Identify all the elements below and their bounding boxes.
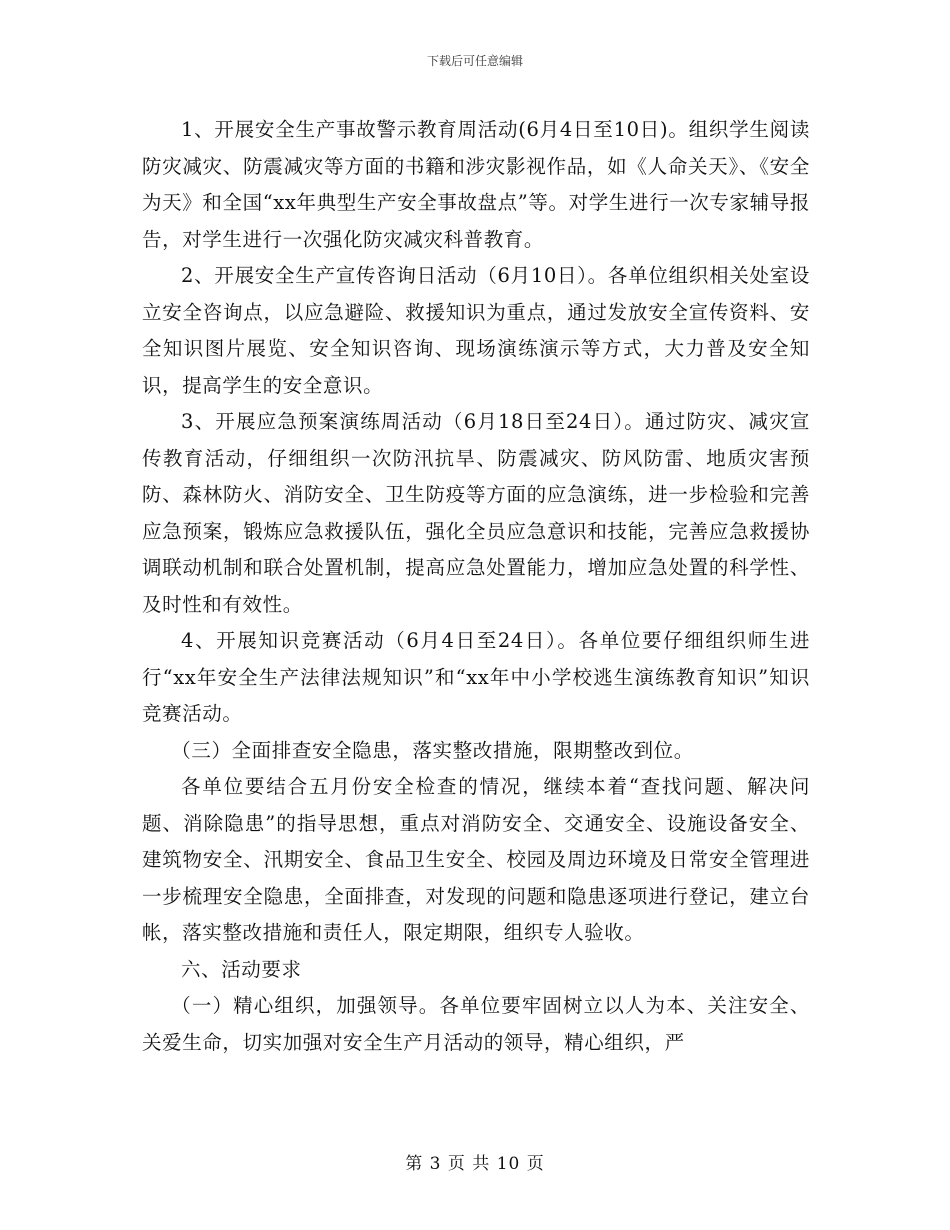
paragraph-activity-4: 4、开展知识竞赛活动（6月4日至24日）。各单位要仔细组织师生进行“xx年安全生产法律法规知识”和“xx年中小学校逃生演练教育知识”知识竞赛活动。 xyxy=(142,629,810,725)
page-header: 下载后可任意编辑 xyxy=(426,54,523,68)
paragraph-activity-3: 3、开展应急预案演练周活动（6月18日至24日）。通过防灾、减灾宣传教育活动，仔细组织一次防汛抗旱、防震减灾、防风防雷、地质灾害预防、森林防火、消防安全、卫生防疫等方面的应急演练，进一步检验和完善应急预案，锻炼应急救援队伍，强化全员应急意识和技能，完善应急救援协调联动机制和联合处置机制，提高应急处置能力，增加应急处置的科学性、及时性和有效性。 xyxy=(142,410,810,616)
section-heading-6: 六、活动要求 xyxy=(181,957,302,981)
paragraph-activity-2: 2、开展安全生产宣传咨询日活动（6月10日）。各单位组织相关处室设立安全咨询点，以应急避险、救援知识为重点，通过发放安全宣传资料、安全知识图片展览、安全知识咨询、现场演练演示等方式，大力普及安全知识，提高学生的安全意识。 xyxy=(142,264,810,397)
section-heading-3: （三）全面排查安全隐患，落实整改措施，限期整改到位。 xyxy=(171,738,694,762)
paragraph-requirement-1: （一）精心组织，加强领导。各单位要牢固树立以人为本、关注安全、关爱生命，切实加强对安全生产月活动的领导，精心组织，严 xyxy=(142,994,810,1054)
paragraph-inspection: 各单位要结合五月份安全检查的情况，继续本着“查找问题、解决问题、消除隐患”的指导思想，重点对消防安全、交通安全、设施设备安全、建筑物安全、汛期安全、食品卫生安全、校园及周边环境及日常安全管理进一步梳理安全隐患，全面排查，对发现的问题和隐患逐项进行登记，建立台帐，落实整改措施和责任人，限定期限，组织专人验收。 xyxy=(142,775,810,944)
page-footer: 第 3 页 共 10 页 xyxy=(405,1154,545,1174)
document-body xyxy=(142,112,810,1061)
paragraph-activity-1: 1、开展安全生产事故警示教育周活动(6月4日至10日)。组织学生阅读防灾减灾、防震减灾等方面的书籍和涉灾影视作品，如《人命关天》、《安全为天》和全国“xx年典型生产安全事故盘点”等。对学生进行一次专家辅导报告，对学生进行一次强化防灾减灾科普教育。 xyxy=(142,118,810,251)
